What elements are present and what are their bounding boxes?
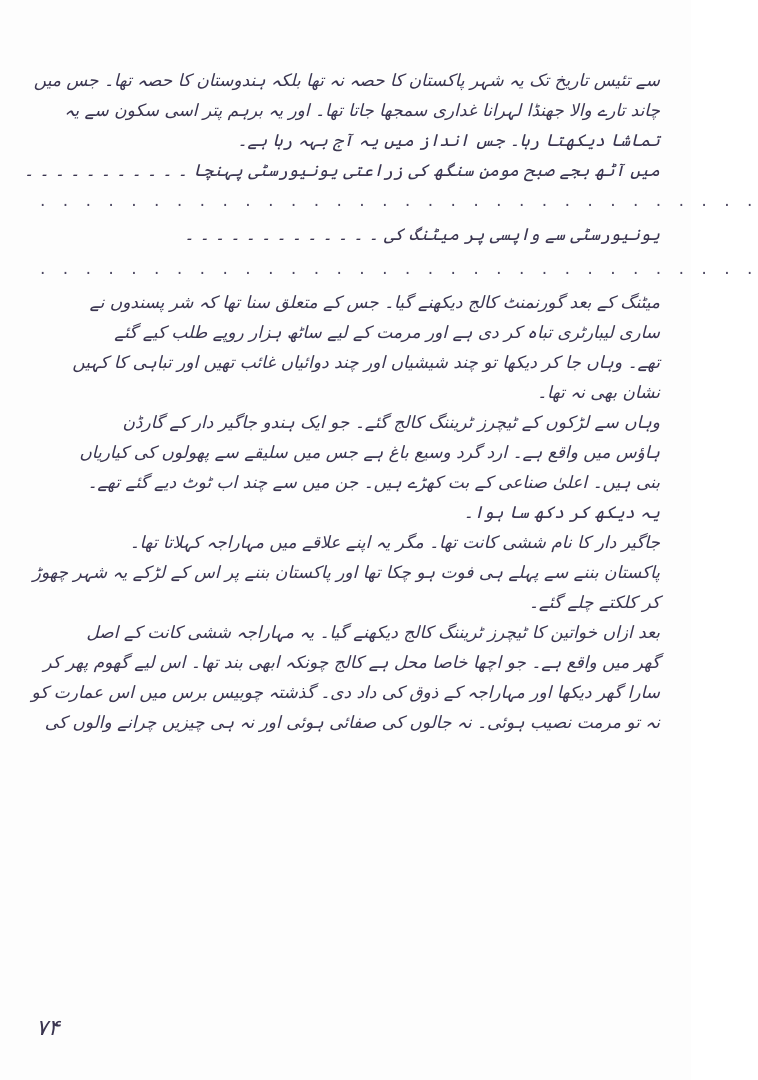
text-line: کر کلکتے چلے گئے۔ (528, 593, 660, 613)
text-line: بنی ہیں۔ اعلیٰ صناعی کے بت کھڑے ہیں۔ جن میں سے چند اب ٹوٹ دیے گئے تھے۔ (87, 473, 660, 493)
urdu-text-body (23, 66, 758, 738)
text-line: بعد ازاں خواتین کا ٹیچرز ٹریننگ کالج دیکھنے گیا۔ یہ مہاراجہ ششی کانت کے اصل (86, 623, 660, 643)
dotted-line: . . . . . . . . . . . . . . . . . . . . . . . . . . . . . . . . (40, 259, 758, 279)
text-line: ہاؤس میں واقع ہے۔ ارد گرد وسیع باغ ہے جس میں سلیقے سے پھولوں کی کیاریاں (79, 443, 660, 463)
text-line: وہاں سے لڑکوں کے ٹیچرز ٹریننگ کالج گئے۔ جو ایک ہندو جاگیر دار کے گارڈن (122, 413, 660, 433)
text-line: پاکستان بننے سے پہلے ہی فوت ہو چکا تھا اور پاکستان بننے پر اس کے لڑکے یہ شہر چھوڑ (32, 563, 660, 583)
dotted-line: . . . . . . . . . . . . . . . . . . . . . . . . . . . . . . . . (40, 191, 758, 211)
text-line: ساری لیبارٹری تباہ کر دی ہے اور مرمت کے لیے ساٹھ ہزار روپے طلب کیے گئے (114, 323, 660, 343)
text-line: میٹنگ کے بعد گورنمنٹ کالج دیکھنے گیا۔ جس کے متعلق سنا تھا کہ شر پسندوں نے (89, 293, 660, 313)
text-line: چاند تارے والا جھنڈا لہرانا غداری سمجھا جاتا تھا۔ اور یہ برہم پتر اسی سکون سے یہ (64, 101, 660, 121)
text-line: یونیورسٹی سے واپسی پر میٹنگ کی ۔ ۔ ۔ ۔ ۔ ۔ ۔ ۔ ۔ ۔ ۔ ۔ ۔ (184, 225, 660, 245)
text-line: یہ دیکھ کر دکھ سا ہوا۔ (463, 503, 660, 523)
text-line: سارا گھر دیکھا اور مہاراجہ کے ذوق کی داد دی۔ گذشتہ چوبیس برس میں اس عمارت کو (31, 683, 660, 703)
text-line: تھے۔ وہاں جا کر دیکھا تو چند شیشیاں اور چند دوائیاں غائب تھیں اور تباہی کا کہیں (72, 353, 660, 373)
text-line: نہ تو مرمت نصیب ہوئی۔ نہ جالوں کی صفائی ہوئی اور نہ ہی چیزیں چرانے والوں کی (44, 713, 660, 733)
page-number: ۷۴ (36, 1016, 60, 1041)
text-line: تماشا دیکھتا رہا۔ جس انداز میں یہ آج بہہ رہا ہے۔ (237, 131, 660, 151)
text-line: گھر میں واقع ہے۔ جو اچھا خاصا محل ہے کالج چونکہ ابھی بند تھا۔ اس لیے گھوم پھر کر (43, 653, 660, 673)
text-line: میں آٹھ بجے صبح مومن سنگھ کی زراعتی یونیورسٹی پہنچا ۔ ۔ ۔ ۔ ۔ ۔ ۔ ۔ ۔ ۔ ۔ (23, 161, 660, 181)
text-line: نشان بھی نہ تھا۔ (537, 383, 660, 403)
text-line: سے تئیس تاریخ تک یہ شہر پاکستان کا حصہ نہ تھا بلکہ ہندوستان کا حصہ تھا۔ جس میں (33, 71, 660, 91)
text-line: جاگیر دار کا نام ششی کانت تھا۔ مگر یہ اپنے علاقے میں مہاراجہ کہلاتا تھا۔ (129, 533, 660, 553)
